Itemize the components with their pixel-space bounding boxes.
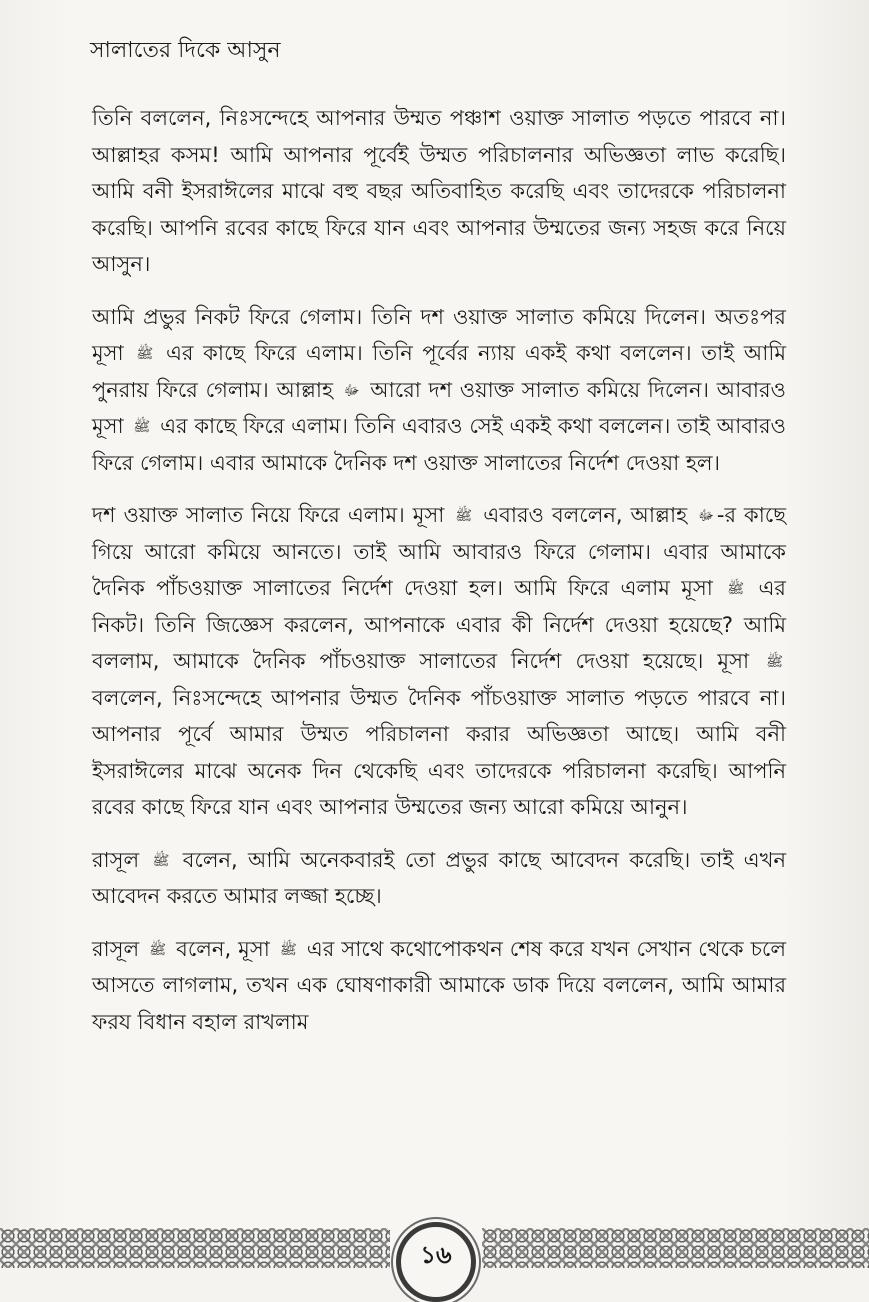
jalla-jalaluhu-glyph: ﷻ bbox=[343, 382, 360, 399]
body-text bbox=[92, 100, 786, 1056]
text-segment: আমি প্রভুর নিকট ফিরে গেলাম। তিনি দশ ওয়াক্ত সালাত কমিয়ে দিলেন। অতঃপর মূসা bbox=[92, 304, 786, 365]
alaihis-salam-glyph: ﷺ bbox=[766, 654, 783, 670]
text-segment: এবারও বললেন, আল্লাহ bbox=[483, 503, 688, 527]
sallallahu-alaihi-wasallam-glyph: ﷺ bbox=[149, 941, 167, 958]
paragraph-1 bbox=[92, 100, 786, 283]
paragraph-5 bbox=[92, 931, 786, 1041]
text-segment: আরো দশ ওয়াক্ত সালাত কমিয়ে দিলেন। আবারও মূসা bbox=[92, 377, 786, 438]
text-segment: এর নিকট। তিনি জিজ্ঞেস করলেন, আপনাকে এবার কী নির্দেশ দেওয়া হয়েছে? আমি বললাম, আমাকে দৈনিক পাঁচওয়াক্ত সালাতের নির্দেশ দেওয়া হয়েছে। মূসা bbox=[92, 576, 786, 673]
text-segment: রাসূল bbox=[92, 936, 140, 961]
text-segment: বললেন, নিঃসন্দেহে আপনার উম্মত দৈনিক পাঁচওয়াক্ত সালাত পড়তে পারবে না। আপনার পূর্বে আমার উম্মত পরিচালনা করার অভিজ্ঞতা আছে। আমি বনী ইসরাঈলের মাঝে অনেক দিন থেকেছি এবং তাদেরকে পরিচালনা করেছি। আপনি রবের কাছে ফিরে যান এবং আপনার উম্মতের জন্য আরো কমিয়ে আনুন। bbox=[92, 685, 786, 819]
ornament-border-right bbox=[482, 1228, 869, 1268]
jalla-jalaluhu-glyph: ﷻ bbox=[698, 508, 714, 524]
alaihis-salam-glyph: ﷺ bbox=[455, 508, 473, 524]
text-segment: তিনি বললেন, নিঃসন্দেহে আপনার উম্মত পঞ্চাশ ওয়াক্ত সালাত পড়তে পারবে না। আল্লাহর কসম! আমি আপনার পূর্বেই উম্মত পরিচালনার অভিজ্ঞতা লাভ করেছি। আমি বনী ইসরাঈলের মাঝে বহু বছর অতিবাহিত করেছি এবং তাদেরকে পরিচালনা করেছি। আপনি রবের কাছে ফিরে যান এবং আপনার উম্মতের জন্য সহজ করে নিয়ে আসুন। bbox=[92, 106, 786, 276]
alaihis-salam-glyph: ﷺ bbox=[136, 346, 154, 362]
text-segment: -র কাছে গিয়ে আরো কমিয়ে আনতে। তাই আমি আবারও ফিরে গেলাম। এবার আমাকে দৈনিক পাঁচওয়াক্ত সালাতের নির্দেশ দেওয়া হল। আমি ফিরে এলাম মূসা bbox=[92, 503, 786, 600]
page-number-medallion bbox=[396, 1222, 476, 1302]
ornament-border-left bbox=[0, 1228, 390, 1268]
text-segment: এর সাথে কথোপোকথন শেষ করে যখন সেখান থেকে চলে আসতে লাগলাম, তখন এক ঘোষণাকারী আমাকে ডাক দিয়ে বললেন, আমি আমার ফরয বিধান বহাল রাখলাম bbox=[92, 936, 786, 1034]
alaihis-salam-glyph: ﷺ bbox=[133, 419, 151, 435]
page-footer bbox=[0, 1222, 869, 1268]
text-segment: এর কাছে ফিরে এলাম। তিনি পূর্বের ন্যায় একই কথা বললেন। তাই আমি পুনরায় ফিরে গেলাম। আল্লাহ bbox=[92, 341, 786, 402]
paragraph-3 bbox=[92, 497, 786, 826]
text-segment: রাসূল bbox=[92, 847, 140, 872]
text-segment: এর কাছে ফিরে এলাম। তিনি এবারও সেই একই কথা বললেন। তাই আবারও ফিরে গেলাম। এবার আমাকে দৈনিক দশ ওয়াক্ত সালাতের নির্দেশ দেওয়া হল। bbox=[92, 414, 786, 475]
sallallahu-alaihi-wasallam-glyph: ﷺ bbox=[152, 852, 170, 869]
running-header-title: সালাতের দিকে আসুন bbox=[90, 38, 281, 63]
paragraph-2 bbox=[92, 299, 786, 482]
text-segment: বলেন, মূসা bbox=[176, 936, 270, 961]
text-segment: বলেন, আমি অনেকবারই তো প্রভুর কাছে আবেদন করেছি। তাই এখন আবেদন করতে আমার লজ্জা হচ্ছে। bbox=[92, 847, 786, 908]
alaihis-salam-glyph: ﷺ bbox=[279, 941, 297, 958]
alaihis-salam-glyph: ﷺ bbox=[727, 581, 745, 597]
paragraph-4 bbox=[92, 842, 786, 915]
text-segment: দশ ওয়াক্ত সালাত নিয়ে ফিরে এলাম। মূসা bbox=[92, 503, 445, 527]
page-number: ১৬ bbox=[420, 1241, 452, 1269]
